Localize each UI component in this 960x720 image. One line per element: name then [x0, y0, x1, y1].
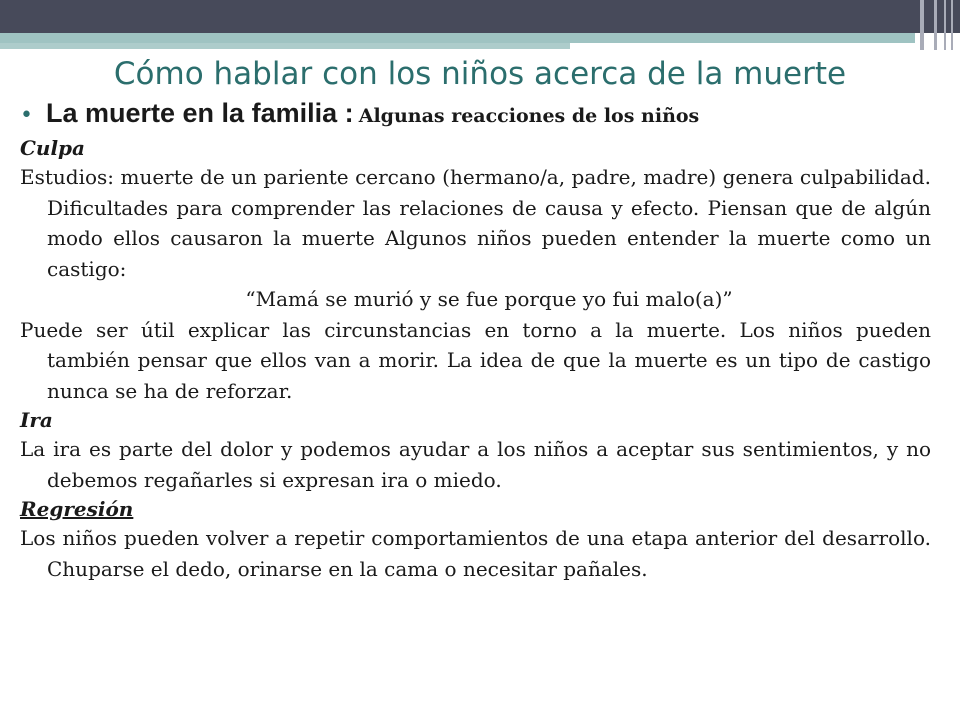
section-label-culpa: Culpa — [20, 136, 85, 160]
accent-band-lower — [0, 43, 570, 49]
paragraph: Puede ser útil explicar las circunstancias en torno a la muerte. Los niños pueden también pensar que ellos van a morir. La idea de que la muerte es un tipo de castigo nunca se ha de reforzar. — [20, 317, 931, 403]
section-label-ira: Ira — [20, 408, 53, 432]
decorative-stripe — [951, 0, 953, 50]
slide-title: Cómo hablar con los niños acerca de la muerte — [113, 56, 847, 92]
quote: “Mamá se murió y se fue porque yo fui malo(a)” — [245, 287, 733, 311]
accent-band — [0, 33, 915, 43]
paragraph: Estudios: muerte de un pariente cercano (hermano/a, padre, madre) genera culpabilidad. Dificultades para comprender las relaciones de causa y efecto. Piensan que de algún modo ellos causaron la muerte Algunos niños pueden entender la muerte como un castigo: — [20, 165, 931, 281]
slide-body — [20, 98, 931, 584]
bullet-heading — [20, 98, 931, 134]
section-label-regresion: Regresión — [20, 497, 134, 521]
top-bar — [0, 0, 960, 33]
paragraph: La ira es parte del dolor y podemos ayudar a los niños a aceptar sus sentimientos, y no debemos regañarles si expresan ira o miedo. — [20, 437, 931, 492]
bullet-icon: • — [20, 103, 33, 128]
heading-main: La muerte en la familia : — [46, 98, 354, 128]
decorative-stripe — [920, 0, 924, 50]
decorative-stripe — [944, 0, 946, 50]
decorative-stripe — [934, 0, 937, 50]
paragraph: Los niños pueden volver a repetir comportamientos de una etapa anterior del desarrollo. Chuparse el dedo, orinarse en la cama o necesitar pañales. — [20, 526, 931, 581]
heading-sub: Algunas reacciones de los niños — [358, 105, 700, 127]
